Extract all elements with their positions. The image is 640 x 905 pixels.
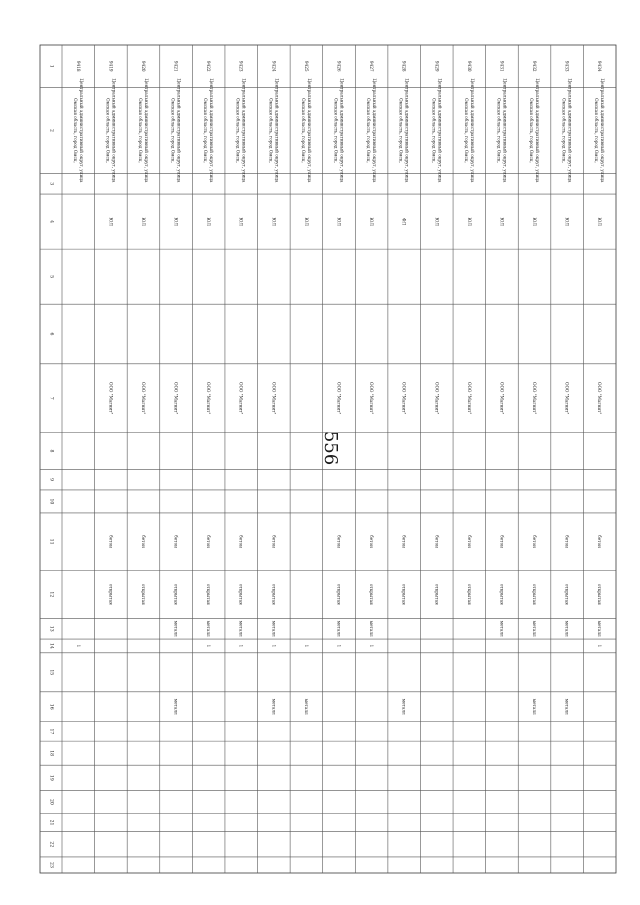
row-cell-entity: ЮЛ [564,217,570,226]
row-cell-status: открытая [238,583,244,605]
row-address-line: Центральный административный округ, улица [535,78,541,183]
table-row [529,61,540,715]
column-number: 20 [48,798,54,805]
row-cell-cover: металл [532,620,538,637]
table-body [73,61,605,715]
table-row [268,61,279,715]
row-cell-id: 9419 [108,60,114,72]
row-address-line: Омская область, город Омск, [463,98,469,163]
row-cell-cover: металл [271,620,277,637]
row-cell-org: ООО "Магнит" [499,382,505,415]
column-number: 4 [48,220,54,224]
row-address-line: Центральный административный округ, улица [78,78,84,183]
row-cell-mat: бетон [108,535,114,548]
row-cell-cover: металл [173,620,179,637]
table-row [301,61,312,715]
column-number: 22 [48,841,54,848]
row-cell-entity: ЮЛ [369,217,375,226]
table-row [203,61,214,648]
column-number: 21 [48,819,54,826]
row-cell-type: металл [303,698,309,715]
row-cell-id: 9432 [532,60,538,72]
row-address-line: Центральный административный округ, улица [241,78,247,183]
row-address-line: Омская область, город Омск, [203,98,209,163]
row-cell-mat: бетон [499,535,505,548]
row-address-line: Омская область, город Омск, [431,98,437,163]
row-cell-status: открытая [271,583,277,605]
row-cell-id: 9430 [466,60,472,72]
row-cell-n1: 1 [369,644,375,648]
row-cell-status: открытая [564,583,570,605]
row-cell-status: открытая [369,583,375,605]
row-cell-type: металл [532,698,538,715]
row-cell-entity: ЮЛ [597,217,603,226]
row-cell-entity: ЮЛ [108,217,114,226]
row-cell-entity: ЮЛ [140,217,146,226]
row-cell-cover: металл [369,620,375,637]
row-cell-n1: 1 [303,644,309,648]
column-number: 17 [48,728,54,735]
row-address-line: Центральный административный округ, улица [469,78,475,183]
row-cell-cover: металл [336,620,342,637]
column-number: 8 [48,449,54,453]
row-cell-type: металл [564,698,570,715]
row-cell-id: 9428 [401,60,407,72]
row-address-line: Омская область, город Омск, [72,98,78,163]
row-cell-mat: бетон [466,535,472,548]
table-row [464,61,475,605]
row-address-line: Омская область, город Омск, [333,98,339,163]
row-cell-org: ООО "Магнит" [369,382,375,415]
row-cell-entity: ЮЛ [532,217,538,226]
row-address-line: Омская область, город Омск, [105,98,111,163]
row-cell-org: ООО "Магнит" [564,382,570,415]
row-cell-cover: металл [499,620,505,637]
row-cell-mat: бетон [597,535,603,548]
column-number: 7 [48,396,54,400]
column-number: 13 [48,625,54,632]
row-cell-entity: ЮЛ [238,217,244,226]
table-row [399,61,410,715]
row-cell-status: открытая [532,583,538,605]
row-cell-n1: 1 [271,644,277,648]
table-row [496,61,507,637]
column-number: 14 [48,643,54,649]
column-number: 12 [48,591,54,598]
row-cell-org: ООО "Магнит" [206,382,212,415]
table-grid [40,45,616,873]
row-cell-mat: бетон [140,535,146,548]
row-cell-status: открытая [434,583,440,605]
table-row [236,61,247,648]
row-cell-type: металл [271,698,277,715]
row-address-line: Центральный административный округ, улица [502,78,508,183]
row-cell-id: 9431 [499,60,505,72]
row-cell-n1: 1 [238,644,244,648]
row-cell-status: открытая [499,583,505,605]
row-cell-org: ООО "Магнит" [108,382,114,415]
column-number: 10 [48,498,54,505]
row-cell-entity: ФЛ [401,218,407,226]
row-cell-id: 9422 [206,60,212,72]
row-cell-n1: 1 [336,644,342,648]
row-cell-entity: ЮЛ [303,217,309,226]
row-address-line: Центральный административный округ, улица [339,78,345,183]
row-cell-org: ООО "Магнит" [336,382,342,415]
row-cell-status: открытая [173,583,179,605]
row-cell-cover: металл [597,620,603,637]
row-cell-org: ООО "Магнит" [238,382,244,415]
table-row [73,61,84,648]
row-cell-org: ООО "Магнит" [466,382,472,415]
row-cell-org: ООО "Магнит" [434,382,440,415]
row-address-line: Центральный административный округ, улица [437,78,443,183]
row-cell-status: открытая [401,583,407,605]
row-address-line: Центральный административный округ, улица [274,78,280,183]
row-cell-cover: металл [206,620,212,637]
row-address-line: Омская область, город Омск, [137,98,143,163]
row-cell-n1: 1 [206,644,212,648]
row-cell-mat: бетон [271,535,277,548]
column-number: 5 [48,275,54,279]
column-number: 1 [48,64,54,68]
column-number: 9 [48,478,54,482]
table-row [431,61,442,605]
row-address-line: Омская область, город Омск, [529,98,535,163]
row-cell-id: 9425 [303,60,309,72]
row-address-line: Омская область, город Омск, [366,98,372,163]
column-number: 6 [48,332,54,336]
table-row [138,61,149,605]
row-cell-type: металл [173,698,179,715]
row-cell-org: ООО "Магнит" [271,382,277,415]
row-cell-mat: бетон [434,535,440,548]
table-row [562,61,573,715]
row-cell-entity: ЮЛ [173,217,179,226]
row-address-line: Центральный административный округ, улица [209,78,215,183]
row-cell-org: ООО "Магнит" [140,382,146,415]
row-cell-id: 9427 [369,60,375,72]
column-header-row [49,65,55,868]
row-address-line: Омская область, город Омск, [170,98,176,163]
row-address-line: Центральный административный округ, улица [143,78,149,183]
column-number: 11 [48,538,54,545]
row-cell-org: ООО "Магнит" [173,382,179,415]
row-address-line: Омская область, город Омск, [561,98,567,163]
row-cell-entity: ЮЛ [206,217,212,226]
table-row [594,61,605,648]
row-cell-entity: ЮЛ [499,217,505,226]
row-address-line: Омская область, город Омск, [594,98,600,163]
row-address-line: Омская область, город Омск, [300,98,306,163]
table-row [334,61,345,648]
row-cell-org: ООО "Магнит" [532,382,538,415]
column-number: 16 [48,703,54,710]
row-address-line: Омская область, город Омск, [268,98,274,163]
row-cell-n1: 1 [597,644,603,648]
row-cell-id: 9424 [271,60,277,72]
row-cell-entity: ЮЛ [271,217,277,226]
row-cell-mat: бетон [336,535,342,548]
row-cell-cover: металл [564,620,570,637]
table-row [366,61,377,648]
row-cell-status: открытая [206,583,212,605]
table-row [171,61,182,715]
row-cell-status: открытая [140,583,146,605]
row-address-line: Омская область, город Омск, [496,98,502,163]
row-cell-org: ООО "Магнит" [401,382,407,415]
row-cell-entity: ЮЛ [466,217,472,226]
column-number: 23 [48,862,54,868]
row-cell-id: 9429 [434,60,440,72]
row-cell-id: 9423 [238,60,244,72]
row-cell-id: 9418 [75,60,81,72]
row-address-line: Омская область, город Омск, [398,98,404,163]
row-cell-id: 9434 [597,60,603,72]
row-cell-status: открытая [108,583,114,605]
row-cell-n1: 1 [75,644,81,648]
row-cell-id: 9421 [173,60,179,72]
row-address-line: Центральный административный округ, улица [111,78,117,183]
row-cell-id: 9426 [336,60,342,72]
table-border [40,45,616,873]
column-number: 2 [48,128,54,132]
column-number: 15 [48,669,54,676]
table-row [105,61,116,605]
column-number: 3 [48,182,54,186]
row-cell-id: 9420 [140,60,146,72]
page-number: 556 [320,430,341,466]
row-cell-mat: бетон [401,535,407,548]
row-address-line: Центральный административный округ, улица [404,78,410,183]
row-address-line: Центральный административный округ, улица [567,78,573,183]
row-cell-mat: бетон [532,535,538,548]
row-cell-mat: бетон [173,535,179,548]
row-cell-mat: бетон [238,535,244,548]
row-cell-org: ООО "Магнит" [597,382,603,415]
row-cell-type: металл [401,698,407,715]
row-cell-mat: бетон [206,535,212,548]
row-address-line: Омская область, город Омск, [235,98,241,163]
row-cell-entity: ЮЛ [336,217,342,226]
row-cell-status: открытая [466,583,472,605]
column-number: 19 [48,774,54,781]
row-cell-status: открытая [597,583,603,605]
row-cell-id: 9433 [564,60,570,72]
row-cell-cover: металл [238,620,244,637]
row-cell-mat: бетон [369,535,375,548]
row-cell-status: открытая [336,583,342,605]
row-address-line: Центральный административный округ, улица [600,78,606,183]
row-address-line: Центральный административный округ, улица [372,78,378,183]
row-cell-mat: бетон [564,535,570,548]
row-address-line: Центральный административный округ, улица [306,78,312,183]
column-number: 18 [48,750,54,757]
row-address-line: Центральный административный округ, улица [176,78,182,183]
row-cell-entity: ЮЛ [434,217,440,226]
